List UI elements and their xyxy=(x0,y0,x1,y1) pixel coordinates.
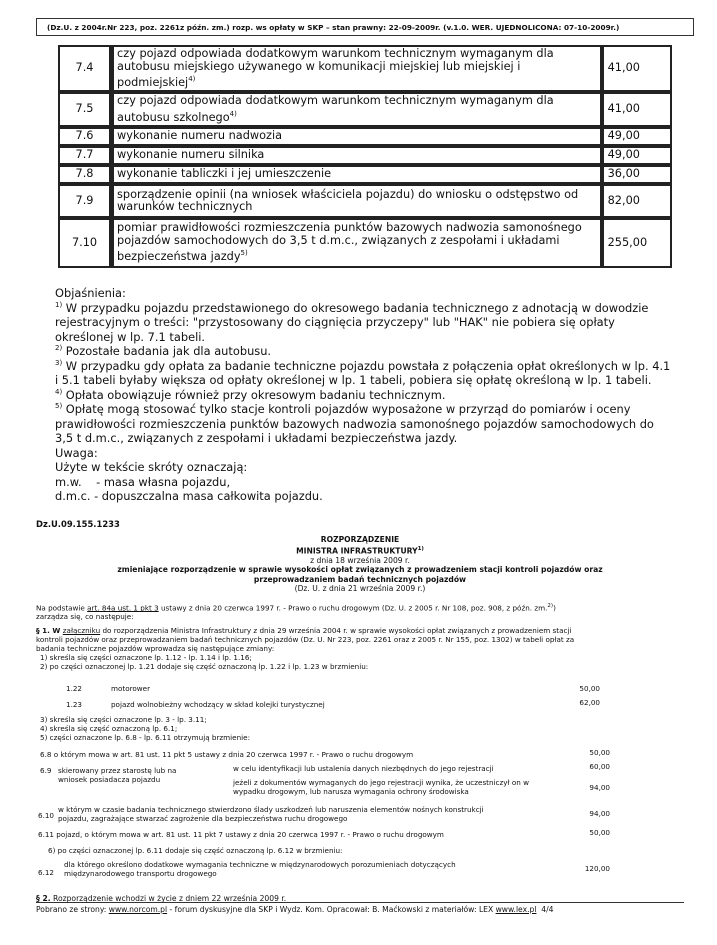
row-number: 7.10 xyxy=(58,218,112,268)
note-5: $^{5)}$ Opłatę mogą stosować tylko stacje kontroli pojazdów wyposażone w przyrząd do pomiarów i oceny prawidłowości rozmieszczenia punktów bazowych nadwozia samonośnego pojazdów samochodowych do 3,5 t d.m.c., związanych z zespołami i układami bezpieczeństwa jazdy. xyxy=(55,402,654,445)
abbreviation-dmc: d.m.c. - dopuszczalna masa całkowita pojazdu. xyxy=(55,489,323,503)
row-number: 7.8 xyxy=(58,165,112,184)
item-6-9-b: jeżeli z dokumentów wymaganych do jego rejestracji wynika, że uczestniczył on w wypadku drogowym, lub narusza wymagania ochrony środowiska xyxy=(233,778,529,796)
row-number: 7.4 xyxy=(58,45,112,92)
row-number: 7.5 xyxy=(58,92,112,127)
row-fee: 82,00 xyxy=(602,184,672,218)
row-fee: 41,00 xyxy=(602,92,672,127)
table-row xyxy=(58,146,672,165)
row-fee: 36,00 xyxy=(602,165,672,184)
regulation-subject-cont: przeprowadzaniem badań technicznych pojazdów xyxy=(253,574,467,584)
row-description: sporządzenie opinii (na wniosek właściciela pojazdu) do wniosku o odstępstwo od warunków technicznych xyxy=(112,184,602,218)
table-row xyxy=(58,127,672,146)
legal-basis: Na podstawie art. 84a ust. 1 pkt 3 ustawy z dnia 20 czerwca 1997 r. - Prawo o ruchu drogowym (Dz. U. z 2005 r. Nr 108, poz. 908, z późn. zm.$^{2)}$) zarządza się, co następuje: xyxy=(36,603,556,622)
regulation-subject: zmieniające rozporządzenie w sprawie wysokości opłat związanych z prowadzeniem stacji kontroli pojazdów oraz xyxy=(117,565,603,575)
row-fee: 49,00 xyxy=(602,127,672,146)
annex-link[interactable]: załączniku xyxy=(62,626,101,635)
table-row xyxy=(58,184,672,218)
regulation-publication: (Dz. U. z dnia 21 września 2009 r.) xyxy=(294,584,426,594)
item-6-9-a: w celu identyfikacji lub ustalenia danych niezbędnych do jego rejestracji xyxy=(233,764,494,773)
abbreviation-mw: m.w. - masa własna pojazdu, xyxy=(55,474,231,489)
item-6-9-b-fee: 94,00 xyxy=(589,783,610,792)
row-description: wykonanie numeru silnika xyxy=(112,146,602,165)
changes-3-5 xyxy=(36,715,690,742)
item-6-11-fee: 50,00 xyxy=(589,828,610,837)
item-6-12-num: 6.12 xyxy=(38,868,55,877)
regulation-heading xyxy=(36,535,684,594)
note-1: $^{1)}$ W przypadku pojazdu przedstawionego do okresowego badania technicznego z adnotacją w dowodzie rejestracyjnym o treści: "przystosowany do ciągnięcia przyczepy" lub "HAK" nie pobiera się opłaty określonej w lp. 7.1 tabeli. xyxy=(55,300,649,344)
table-row xyxy=(58,218,672,268)
row-fee: 255,00 xyxy=(602,218,672,268)
change-5: 5) części oznaczone lp. 6.8 - lp. 6.11 otrzymują brzmienie: xyxy=(40,733,250,742)
item-6-12-fee: 120,00 xyxy=(584,864,610,873)
row-number: 7.9 xyxy=(58,184,112,218)
item-6-11: 6.11 pojazd, o którym mowa w art. 81 ust. 11 pkt 7 ustawy z dnia 20 czerwca 1997 r. - Prawo o ruchu drogowym xyxy=(38,830,444,839)
explanations-title: Objaśnienia: xyxy=(55,286,126,300)
paragraph-1: § 1. W załączniku do rozporządzenia Ministra Infrastruktury z dnia 29 września 2004 r. w sprawie wysokości opłat związanych z prowadzeniem stacji kontroli pojazdów oraz przeprowadzaniem badań technicznych pojazdów (Dz. U. Nr 223, poz. 2261 oraz z 2005 r. Nr 155, poz. 1302) w tabeli opłat za badania techniczne pojazdów wprowadza się następujące zmiany: 1) skreśla się części oznaczone lp. 1.12 - lp. 1.14 i lp. 1.16; 2) po części oznaczonej lp. 1.21 dodaje się część oznaczoną lp. 1.22 i lp. 1.23 w brzmieniu: xyxy=(36,626,686,671)
item-1-23-num: 1.23 xyxy=(66,700,83,709)
item-1-22-text: motorower xyxy=(111,684,151,693)
lex-link[interactable]: www.lex.pl xyxy=(495,905,537,914)
page-footer: Pobrano ze strony: www.norcom.pl - forum dyskusyjne dla SKP i Wydz. Kom. Opracował: B. Maćkowski z materiałów: LEX www.lex.pl 4/4 xyxy=(36,905,554,914)
item-6-8-fee: 50,00 xyxy=(589,748,610,757)
row-fee: 41,00 xyxy=(602,45,672,92)
item-1-23-text: pojazd wolnobieżny wchodzący w skład kolejki turystycznej xyxy=(111,700,325,709)
item-6-9-num: 6.9 xyxy=(40,766,52,775)
change-2: 2) po części oznaczonej lp. 1.21 dodaje się część oznaczoną lp. 1.22 i lp. 1.23 w brzmieniu: xyxy=(40,662,369,671)
table-row xyxy=(58,165,672,184)
item-1-22-num: 1.22 xyxy=(66,684,83,693)
change-3: 3) skreśla się części oznaczone lp. 3 - lp. 3.11; xyxy=(40,715,207,724)
explanations xyxy=(55,286,675,504)
note-3: $^{3)}$ W przypadku gdy opłata za badanie techniczne pojazdu powstała z połączenia opłat określonych w lp. 4.1 i 5.1 tabeli byłaby większa od opłaty określonej w lp. 1 tabeli, pobiera się opłatę określoną w lp. 1 tabeli. xyxy=(55,358,671,387)
row-number: 7.6 xyxy=(58,127,112,146)
item-6-10-fee: 94,00 xyxy=(589,809,610,818)
paragraph-2: § 2. Rozporządzenie wchodzi w życie z dniem 22 września 2009 r. xyxy=(36,894,287,903)
abbreviations-intro: Użyte w tekście skróty oznaczają: xyxy=(55,460,248,474)
row-description: wykonanie numeru nadwozia xyxy=(112,127,602,146)
regulation-date: z dnia 18 września 2009 r. xyxy=(310,555,410,565)
row-description: pomiar prawidłowości rozmieszczenia punktów bazowych nadwozia samonośnego pojazdów samochodowych do 3,5 t d.m.c., związanych z zespołami i układami bezpieczeństwa jazdy$^{5)}$ xyxy=(112,218,602,268)
norcom-link[interactable]: www.norcom.pl xyxy=(108,905,168,914)
row-number: 7.7 xyxy=(58,146,112,165)
fees-table xyxy=(58,45,672,268)
regulation-issuer: MINISTRA INFRASTRUKTURY$^{1)}$ xyxy=(296,545,424,556)
item-6-10-num: 6.10 xyxy=(38,811,55,820)
change-1: 1) skreśla się części oznaczone lp. 1.12 - lp. 1.14 i lp. 1.16; xyxy=(40,653,252,662)
row-description: czy pojazd odpowiada dodatkowym warunkom technicznym wymaganym dla autobusu miejskiego używanego w komunikacji miejskiej lub miejskiej i podmiejskiej$^{4)}$ xyxy=(112,45,602,92)
table-row xyxy=(58,92,672,127)
item-1-22-fee: 50,00 xyxy=(579,684,600,693)
journal-reference: Dz.U.09.155.1233 xyxy=(36,519,120,529)
row-description: wykonanie tabliczki i jej umieszczenie xyxy=(112,165,602,184)
item-6-9-left: skierowany przez starostę lub na wniosek posiadacza pojazdu xyxy=(58,766,177,784)
note-2: $^{2)}$ Pozostałe badania jak dla autobusu. xyxy=(55,344,272,358)
change-6: 6) po części oznaczonej lp. 6.11 dodaje się część oznaczoną lp. 6.12 w brzmieniu: xyxy=(48,846,343,855)
table-row xyxy=(58,45,672,92)
regulation-title: ROZPORZĄDZENIE xyxy=(320,535,400,544)
remark-title: Uwaga: xyxy=(55,445,98,460)
item-6-12-text: dla którego określono dodatkowe wymagania techniczne w międzynarodowych porozumieniach dotyczących międzynarodowego transportu drogowego xyxy=(64,860,456,878)
item-6-8: 6.8 o którym mowa w art. 81 ust. 11 pkt 5 ustawy z dnia 20 czerwca 1997 r. - Prawo o ruchu drogowym xyxy=(40,750,414,759)
change-4: 4) skreśla się część oznaczoną lp. 6.1; xyxy=(40,724,178,733)
item-6-10-text: w którym w czasie badania technicznego stwierdzono ślady uszkodzeń lub naruszenia elementów nośnych konstrukcji pojazdu, zagrażające stwarzać zagrożenie dla bezpieczeństwa ruchu drogowego xyxy=(58,805,484,823)
row-description: czy pojazd odpowiada dodatkowym warunkom technicznym wymaganym dla autobusu szkolnego$^{4)}$ xyxy=(112,92,602,127)
page-number: 4/4 xyxy=(541,905,554,914)
item-1-23-fee: 62,00 xyxy=(579,698,600,707)
document-header: (Dz.U. z 2004r.Nr 223, poz. 2261z późn. zm.) rozp. ws opłaty w SKP – stan prawny: 22-09-2009r. (v.1.0. WER. UJEDNOLICONA: 07-10-2009r.) xyxy=(36,18,694,36)
article-link[interactable]: art. 84a ust. 1 pkt 3 xyxy=(87,603,159,613)
row-fee: 49,00 xyxy=(602,146,672,165)
note-4: $^{4)}$ Opłata obowiązuje również przy okresowym badaniu technicznym. xyxy=(55,387,446,402)
item-6-9-a-fee: 60,00 xyxy=(589,762,610,771)
